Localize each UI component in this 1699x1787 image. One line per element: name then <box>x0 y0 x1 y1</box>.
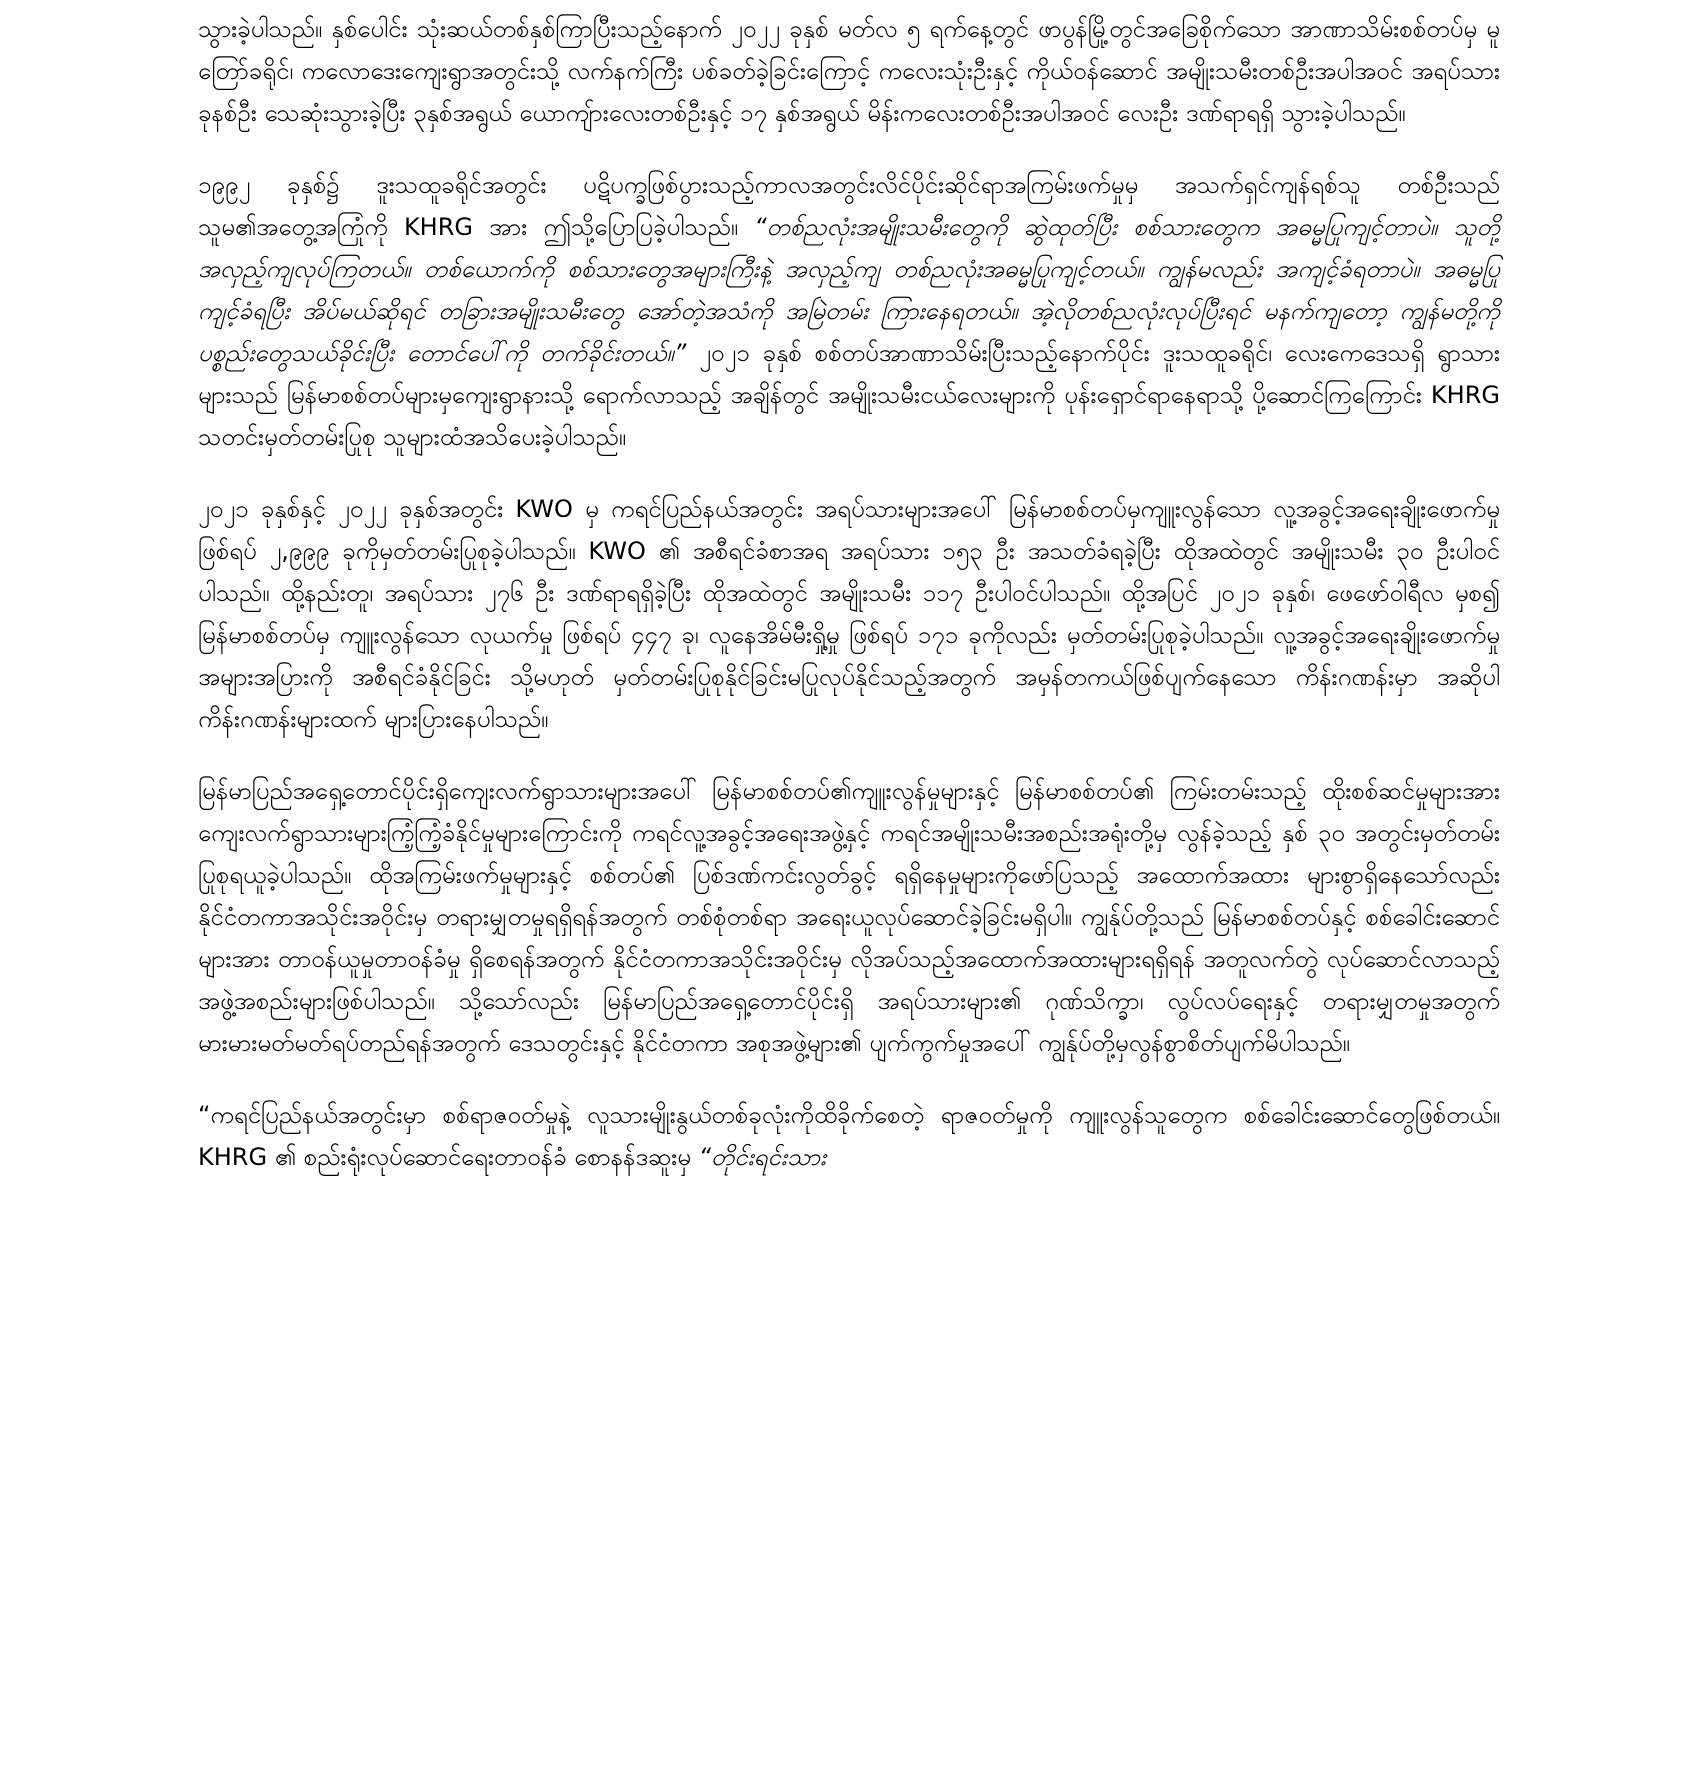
paragraph-3 <box>198 488 1500 740</box>
paragraph-4-text: မြန်မာပြည်အရှေ့တောင်ပိုင်းရှိကျေးလက်ရွာသားများအပေါ် မြန်မာစစ်တပ်၏ကျူးလွန်မှုများနှင့် မြန်မာစစ်တပ်၏ ကြမ်းတမ်းသည့် ထိုးစစ်ဆင်မှုများအား ကျေးလက်ရွာသားများကြံ့ကြံ့ခံနိုင်မှုများကြောင်းကို ကရင်လူ့အခွင့်အရေးအဖွဲ့နှင့် ကရင်အမျိုးသမီးအစည်းအရုံးတို့မှ လွန်ခဲ့သည့် နှစ် ၃၀ အတွင်းမှတ်တမ်းပြုစုရယူခဲ့ပါသည်။ ထိုအကြမ်းဖက်မှုများနှင့် စစ်တပ်၏ ပြစ်ဒဏ်ကင်းလွတ်ခွင့် ရရှိနေမှုများကိုဖော်ပြသည့် အထောက်အထား များစွာရှိနေသော်လည်း နိုင်ငံတကာအသိုင်းအဝိုင်းမှ တရားမျှတမှုရရှိရန်အတွက် တစ်စုံတစ်ရာ အရေးယူလုပ်ဆောင်ခဲ့ခြင်းမရှိပါ။ ကျွန်ုပ်တို့သည် မြန်မာစစ်တပ်နှင့် စစ်ခေါင်းဆောင်များအား တာဝန်ယူမှုတာဝန်ခံမှု ရှိစေရန်အတွက် နိုင်ငံတကာအသိုင်းအဝိုင်းမှ လိုအပ်သည့်အထောက်အထားများရရှိရန် အတူလက်တွဲ လုပ်ဆောင်လာသည့် အဖွဲ့အစည်းများဖြစ်ပါသည်။ သို့သော်လည်း မြန်မာပြည်အရှေ့တောင်ပိုင်းရှိ အရပ်သားများ၏ ဂုဏ်သိက္ခာ၊ လွပ်လပ်ရေးနှင့် တရားမျှတမှုအတွက် မားမားမတ်မတ်ရပ်တည်ရန်အတွက် ဒေသတွင်းနှင့် နိုင်ငံတကာ အစုအဖွဲ့များ၏ ပျက်ကွက်မှုအပေါ် ကျွန်ုပ်တို့မှလွန်စွာစိတ်ပျက်မိပါသည်။ <box>198 777 1500 1057</box>
paragraph-5 <box>198 1094 1500 1178</box>
paragraph-4 <box>198 770 1500 1064</box>
paragraph-5-quote: “တိုင်းရင်းသား <box>698 1143 827 1171</box>
paragraph-5-text: “ကရင်ပြည်နယ်အတွင်းမှာ စစ်ရာဇဝတ်မှုနဲ့ လူသားမျိုးနွယ်တစ်ခုလုံးကိုထိခိုက်စေတဲ့ ရာဇဝတ်မှုကို ကျူးလွန်သူတွေက စစ်ခေါင်းဆောင်တွေဖြစ်တယ်။ KHRG ၏ စည်းရုံးလုပ်ဆောင်ရေးတာဝန်ခံ စောနန်ဒဆူးမှ <box>198 1101 1500 1171</box>
document-page <box>198 0 1500 1178</box>
paragraph-1-text: သွားခဲ့ပါသည်။ နှစ်ပေါင်း သုံးဆယ်တစ်နှစ်ကြာပြီးသည့်နောက် ၂၀၂၂ ခုနှစ် မတ်လ ၅ ရက်နေ့တွင် ဖာပွန်မြို့တွင်အခြေစိုက်သော အာဏာသိမ်းစစ်တပ်မှ မူတြော်ခရိုင်၊ ကလောဒေးကျေးရွာအတွင်းသို့ လက်နက်ကြီး ပစ်ခတ်ခဲ့ခြင်းကြောင့် ကလေးသုံးဦးနှင့် ကိုယ်ဝန်ဆောင် အမျိုးသမီးတစ်ဦးအပါအဝင် အရပ်သား ခုနစ်ဦး သေဆုံးသွားခဲ့ပြီး ၃နှစ်အရွယ် ယောကျ်ားလေးတစ်ဦးနှင့် ၁၇ နှစ်အရွယ် မိန်းကလေးတစ်ဦးအပါအဝင် လေးဦး ဒဏ်ရာရရှိ သွားခဲ့ပါသည်။ <box>198 15 1500 127</box>
paragraph-2 <box>198 164 1500 458</box>
paragraph-1 <box>198 8 1500 134</box>
paragraph-3-text: ၂၀၂၁ ခုနှစ်နှင့် ၂၀၂၂ ခုနှစ်အတွင်း KWO မှ ကရင်ပြည်နယ်အတွင်း အရပ်သားများအပေါ် မြန်မာစစ်တပ်မှကျူးလွန်သော လူ့အခွင့်အရေးချိုးဖောက်မှုဖြစ်ရပ် ၂,၉၉၉ ခုကိုမှတ်တမ်းပြုစုခဲ့ပါသည်။ KWO ၏ အစီရင်ခံစာအရ အရပ်သား ၁၅၃ ဦး အသတ်ခံရခဲ့ပြီး ထိုအထဲတွင် အမျိုးသမီး ၃၀ ဦးပါဝင်ပါသည်။ ထို့နည်းတူ၊ အရပ်သား ၂၇၆ ဦး ဒဏ်ရာရရှိခဲ့ပြီး ထိုအထဲတွင် အမျိုးသမီး ၁၁၇ ဦးပါဝင်ပါသည်။ ထို့အပြင် ၂၀၂၁ ခုနှစ်၊ ဖေဖော်ဝါရီလ မှစ၍ မြန်မာစစ်တပ်မှ ကျူးလွန်သော လုယက်မှု ဖြစ်ရပ် ၄၄၇ ခု၊ လူနေအိမ်မီးရှို့မှု ဖြစ်ရပ် ၁၇၁ ခုကိုလည်း မှတ်တမ်းပြုစုခဲ့ပါသည်။ လူ့အခွင့်အရေးချိုးဖောက်မှုအများအပြားကို အစီရင်ခံနိုင်ခြင်း သို့မဟုတ် မှတ်တမ်းပြုစုနိုင်ခြင်းမပြုလုပ်နိုင်သည့်အတွက် အမှန်တကယ်ဖြစ်ပျက်နေသော ကိန်းဂဏန်းမှာ အဆိုပါကိန်းဂဏန်းများထက် များပြားနေပါသည်။ <box>198 495 1500 733</box>
paragraph-2-quote: “တစ်ညလုံးအမျိုးသမီးတွေကို ဆွဲထုတ်ပြီး စစ်သားတွေက အဓမ္မပြုကျင့်တာပဲ။ သူတို့ အလှည့်ကျလုပ်ကြတယ်။ တစ်ယောက်ကို စစ်သားတွေအများကြီးနဲ့ အလှည့်ကျ တစ်ညလုံးအဓမ္မပြုကျင့်တယ်။ ကျွန်မလည်း အကျင့်ခံရတာပဲ။ အဓမ္မပြုကျင့်ခံရပြီး အိပ်မယ်ဆိုရင် တခြားအမျိုးသမီးတွေ အော်တဲ့အသံကို အမြဲတမ်း ကြားနေရတယ်။ အဲ့လိုတစ်ညလုံးလုပ်ပြီးရင် မနက်ကျတော့ ကျွန်မတို့ကို ပစ္စည်းတွေသယ်ခိုင်းပြီး တောင်ပေါ်ကို တက်ခိုင်းတယ်။” <box>198 213 1500 367</box>
paragraph-2-text: ၁၉၉၂ ခုနှစ်၌ ဒူးသထူခရိုင်အတွင်း ပဋိပက္ခဖြစ်ပွားသည့်ကာလအတွင်းလိင်ပိုင်းဆိုင်ရာအကြမ်းဖက်မှုမှ အသက်ရှင်ကျန်ရစ်သူ တစ်ဦးသည် သူမ၏အတွေ့အကြုံကို KHRG အား ဤသို့ပြောပြခဲ့ပါသည်။ <box>198 171 1500 241</box>
paragraph-2-text-continued: ၂၀၂၁ ခုနှစ် စစ်တပ်အာဏာသိမ်းပြီးသည့်နောက်ပိုင်း ဒူးသထူခရိုင်၊ လေးကေဒေသရှိ ရွာသားများသည် မြန်မာစစ်တပ်များမှကျေးရွာနားသို့ ရောက်လာသည့် အချိန်တွင် အမျိုးသမီးငယ်လေးများကို ပုန်းရှောင်ရာနေရာသို့ ပို့ဆောင်ကြကြောင်း KHRG သတင်းမှတ်တမ်းပြုစု သူများထံအသိပေးခဲ့ပါသည်။ <box>198 339 1500 451</box>
